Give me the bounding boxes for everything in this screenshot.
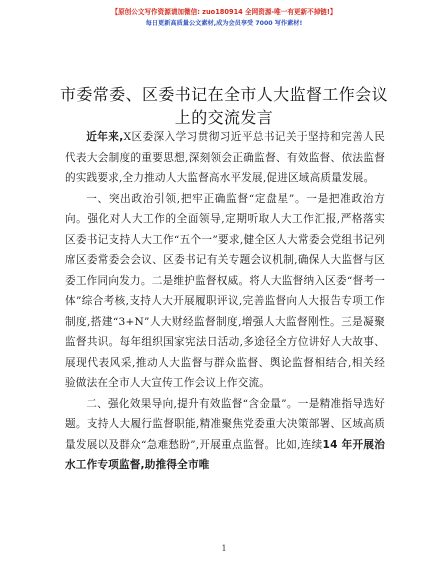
document-body <box>65 127 385 476</box>
section-two-bold-text: 14 年开展治水工作专项监督,助推得全市唯 <box>65 438 385 471</box>
promo-line-2: 每日更新高质量公文素材,成为会员享受 7000 写作素材! <box>145 20 303 27</box>
promo-banner <box>0 7 448 29</box>
title-line-2: 上的交流发言 <box>174 108 274 127</box>
page-number: 1 <box>221 544 227 553</box>
section-two-paragraph <box>65 394 385 476</box>
section-one-paragraph: 一、突出政治引领,把牢正确监督“定盘星”。一是把准政治方向。强化对人大工作的全面领导,定期听取人大工作汇报,严格落实区委书记支持人大工作“五个一”要求,健全区人大常委会党组书记列席区委常委会会议、区委书记有关专题会议机制,确保人大监督与区委工作同向发力。二是维护监督权威。将人大监督纳入区委“督考一体”综合考核,支持人大开展履职评议,完善监督向人大报告专项工作制度,搭建“3+N”人大财经监督制度,增强人大监督刚性。三是凝聚监督共识。每年组织国家宪法日活动,多途径全方位讲好人大故事、展现代表风采,推动人大监督与群众监督、舆论监督相结合,相关经验做法在全市人大宣传工作会议上作交流。 <box>65 192 385 389</box>
intro-lead: 近年来, <box>86 131 124 143</box>
intro-paragraph <box>65 127 385 189</box>
title-line-1: 市委常委、区委书记在全市人大监督工作会议 <box>59 85 388 104</box>
section-two-text: 二、强化效果导向,提升有效监督“含金量”。一是精准指导选好题。支持人大履行监督职能,精准聚焦党委重大决策部署、区域高质量发展以及群众“急难愁盼”,开展重点监督。比如,连续 <box>65 397 385 451</box>
document-title <box>0 83 448 129</box>
intro-text: X区委深入学习贯彻习近平总书记关于坚持和完善人民代表大会制度的重要思想,深刻领会正确监督、有效监督、依法监督的实践要求,全力推动人大监督高水平发展,促进区域高质量发展。 <box>65 131 385 184</box>
promo-line-1: 【原创公文写作资源请加微信: zuo180914 全网资源-唯一有更新不掉链!】 <box>111 8 337 16</box>
